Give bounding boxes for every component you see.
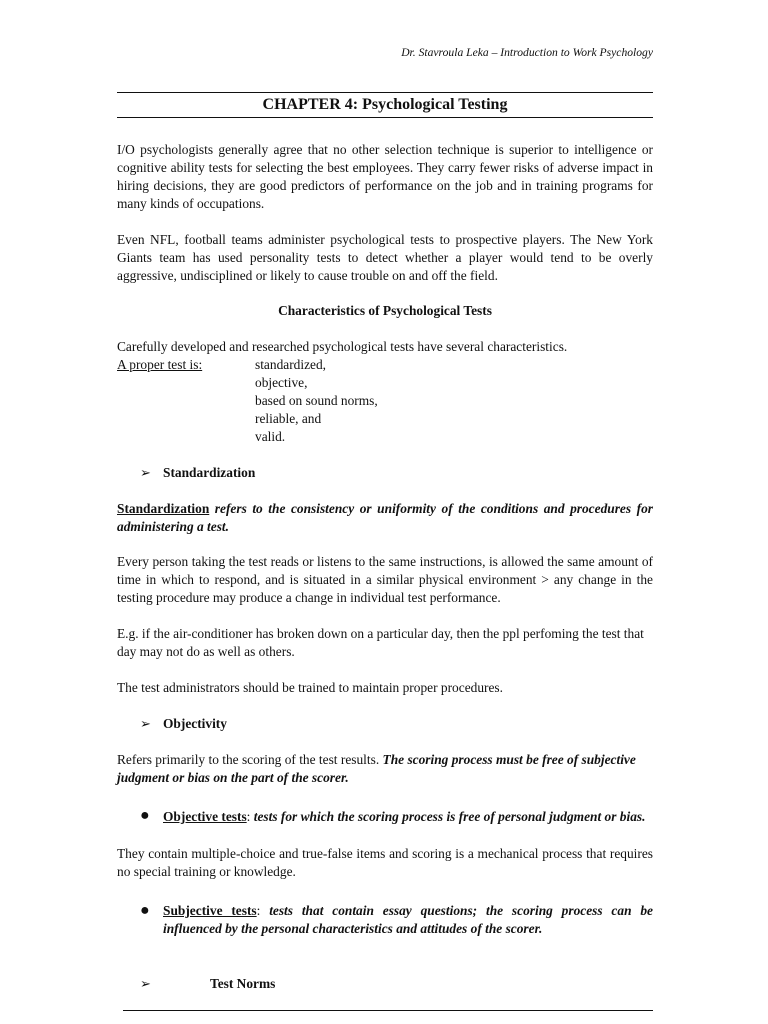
standardization-heading: Standardization <box>163 465 256 480</box>
list-item: reliable, and <box>255 411 322 426</box>
subjective-tests-term: Subjective tests <box>163 903 257 918</box>
objectivity-heading: Objectivity <box>163 716 227 731</box>
arrow-bullet-icon: ➢ <box>140 465 151 480</box>
intro-paragraph-1: I/O psychologists generally agree that no other selection technique is superior to intelligence or cognitive ability tests for selecting the best employees. They carry fewer risks of adverse impact in hiring decisions, they are good predictors of performance on the job and in training programs for many kinds of occupations. <box>117 142 653 211</box>
bullet-icon: ● <box>140 902 150 919</box>
objective-tests-colon: : <box>246 809 254 824</box>
intro-paragraph-2: Even NFL, football teams administer psychological tests to prospective players. The New York Giants team has used personality tests to detect whether a player would tend to be overly aggressive, undisciplined or likely to cause trouble on and off the field. <box>117 232 653 283</box>
objectivity-text: Refers primarily to the scoring of the test results. <box>117 752 383 767</box>
subjective-tests-definition-text: tests that contain essay questions; the scoring process can be influenced by the personal characteristics and attitudes of the scorer. <box>163 903 653 936</box>
test-norms-heading: Test Norms <box>210 976 276 991</box>
bullet-icon: ● <box>140 807 150 824</box>
list-item: objective, <box>255 375 308 390</box>
objective-tests-note: They contain multiple-choice and true-false items and scoring is a mechanical process that requires no special training or knowledge. <box>117 846 653 879</box>
objectivity-paragraph <box>117 751 653 787</box>
chapter-title: CHAPTER 4: Psychological Testing <box>262 96 508 113</box>
standardization-definition <box>117 500 653 536</box>
subjective-tests-definition <box>163 902 653 938</box>
characteristics-heading: Characteristics of Psychological Tests <box>278 303 492 318</box>
running-head: Dr. Stavroula Leka – Introduction to Work Psychology <box>401 46 653 59</box>
standardization-paragraph-3: The test administrators should be trained to maintain proper procedures. <box>117 680 503 695</box>
header-rule-bottom <box>117 117 653 118</box>
characteristics-intro: Carefully developed and researched psychological tests have several characteristics. <box>117 339 568 354</box>
objective-tests-definition <box>163 808 653 826</box>
standardization-definition-text: refers to the consistency or uniformity of the conditions and procedures for administering a test. <box>117 501 653 534</box>
objective-tests-term: Objective tests <box>163 809 247 824</box>
subjective-tests-colon: : <box>256 903 270 918</box>
objective-tests-definition-text: tests for which the scoring process is free of personal judgment or bias. <box>253 809 646 824</box>
standardization-term: Standardization <box>117 501 210 516</box>
proper-test-label: A proper test is: <box>117 357 203 372</box>
header-rule-top <box>117 92 653 93</box>
footer-rule <box>123 1010 653 1011</box>
objectivity-emphasis: The scoring process must be free of subjective judgment or bias on the part of the scorer. <box>117 752 636 785</box>
list-item: standardized, <box>255 357 327 372</box>
arrow-bullet-icon: ➢ <box>140 976 151 991</box>
list-item: based on sound norms, <box>255 393 378 408</box>
standardization-paragraph-2: E.g. if the air-conditioner has broken down on a particular day, then the ppl perfoming the test that day may not do as well as others. <box>117 626 644 659</box>
arrow-bullet-icon: ➢ <box>140 716 151 731</box>
standardization-paragraph-1: Every person taking the test reads or listens to the same instructions, is allowed the same amount of time in which to respond, and is situated in a similar physical environment > any change in the testing procedure may produce a change in individual test performance. <box>117 554 653 605</box>
list-item: valid. <box>255 429 286 444</box>
